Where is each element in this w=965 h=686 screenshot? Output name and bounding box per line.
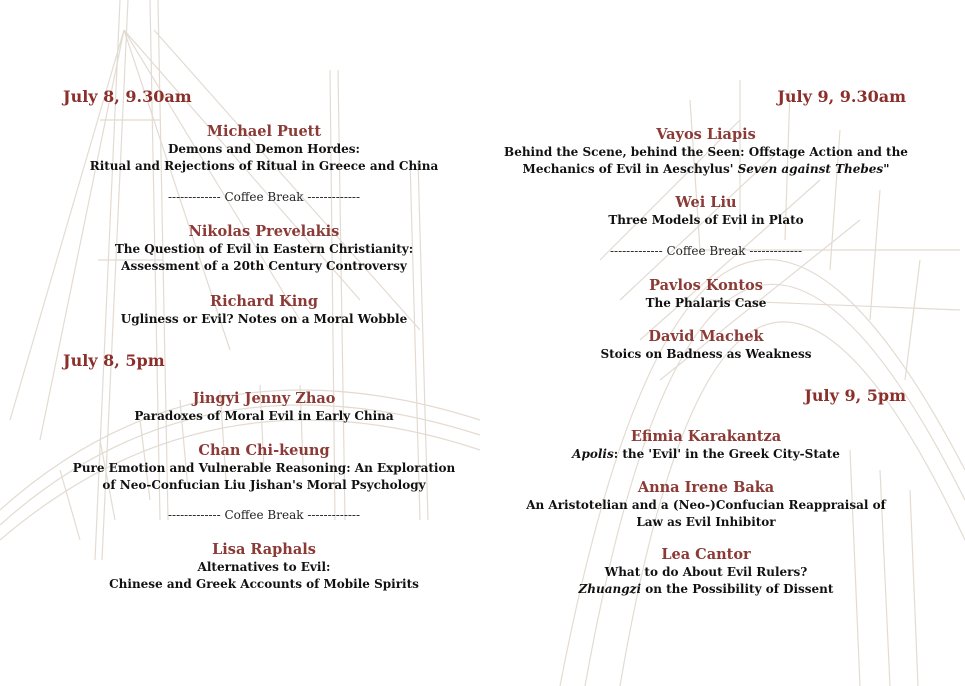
talk-entry bbox=[496, 546, 916, 597]
talk-entry bbox=[496, 428, 916, 463]
talk-title-text: : the 'Evil' in the Greek City-State bbox=[613, 447, 840, 461]
talk-title-line: Demons and Demon Hordes: bbox=[168, 142, 360, 156]
talk-entry bbox=[496, 479, 916, 530]
speaker-name: Wei Liu bbox=[675, 194, 737, 211]
talk-title-line: An Aristotelian and a (Neo-)Confucian Reappraisal of bbox=[526, 498, 886, 512]
speaker-name: Pavlos Kontos bbox=[649, 277, 763, 294]
talk-title-line: Pure Emotion and Vulnerable Reasoning: An Exploration bbox=[72, 461, 456, 475]
talk-entry bbox=[496, 328, 916, 363]
session-date-july8-morning: July 8, 9.30am bbox=[63, 87, 192, 106]
coffee-break: ------------- Coffee Break ------------- bbox=[167, 508, 361, 522]
speaker-name: Richard King bbox=[210, 293, 318, 310]
talk-entry bbox=[54, 442, 474, 493]
talk-title-line: Paradoxes of Moral Evil in Early China bbox=[134, 409, 394, 423]
talk-entry bbox=[496, 277, 916, 312]
speaker-name: David Machek bbox=[648, 328, 764, 345]
talk-title-line: Alternatives to Evil: bbox=[197, 560, 331, 574]
talk-title-line bbox=[496, 446, 916, 463]
session-date-july9-evening: July 9, 5pm bbox=[804, 386, 906, 405]
session-date-july8-evening: July 8, 5pm bbox=[63, 351, 165, 370]
speaker-name: Vayos Liapis bbox=[656, 126, 756, 143]
talk-entry bbox=[54, 390, 474, 425]
talk-title-italic: Apolis bbox=[572, 447, 614, 461]
talk-title-italic: Zhuangzi bbox=[578, 581, 642, 596]
talk-title-line: Assessment of a 20th Century Controversy bbox=[121, 258, 407, 273]
talk-title-line: Chinese and Greek Accounts of Mobile Spirits bbox=[109, 576, 419, 591]
speaker-name: Lisa Raphals bbox=[212, 541, 316, 558]
talk-entry bbox=[54, 293, 474, 328]
talk-entry bbox=[54, 541, 474, 592]
talk-title-line: Stoics on Badness as Weakness bbox=[600, 347, 812, 361]
coffee-break: ------------- Coffee Break ------------- bbox=[609, 244, 803, 258]
talk-title-line: Ugliness or Evil? Notes on a Moral Wobble bbox=[120, 312, 408, 326]
right-column bbox=[496, 0, 916, 686]
talk-title-text: Mechanics of Evil in Aeschylus' bbox=[522, 161, 738, 176]
speaker-name: Nikolas Prevelakis bbox=[188, 223, 340, 240]
talk-title-text: " bbox=[883, 161, 890, 176]
speaker-name: Michael Puett bbox=[206, 123, 322, 140]
talk-title-line: Three Models of Evil in Plato bbox=[608, 213, 804, 227]
session-date-july9-morning: July 9, 9.30am bbox=[777, 87, 906, 106]
talk-title-line: The Question of Evil in Eastern Christianity: bbox=[114, 242, 414, 256]
talk-title-line: Behind the Scene, behind the Seen: Offstage Action and the bbox=[504, 145, 908, 159]
talk-title-line: What to do About Evil Rulers? bbox=[604, 565, 808, 579]
talk-title-line: Ritual and Rejections of Ritual in Greece and China bbox=[89, 158, 439, 173]
talk-title-line: of Neo-Confucian Liu Jishan's Moral Psychology bbox=[102, 477, 426, 492]
talk-title-text: on the Possibility of Dissent bbox=[641, 581, 834, 596]
talk-entry bbox=[496, 126, 916, 177]
speaker-name: Lea Cantor bbox=[661, 546, 751, 563]
talk-title-line bbox=[496, 161, 916, 178]
coffee-break: ------------- Coffee Break ------------- bbox=[167, 190, 361, 204]
speaker-name: Chan Chi-keung bbox=[198, 442, 330, 459]
talk-entry bbox=[54, 123, 474, 174]
talk-entry bbox=[54, 223, 474, 274]
left-column bbox=[54, 0, 474, 686]
speaker-name: Jingyi Jenny Zhao bbox=[192, 390, 336, 407]
talk-entry bbox=[496, 194, 916, 229]
talk-title-line: The Phalaris Case bbox=[645, 296, 767, 310]
talk-title-line: Law as Evil Inhibitor bbox=[636, 514, 776, 529]
talk-title-italic: Seven against Thebes bbox=[737, 161, 884, 176]
speaker-name: Anna Irene Baka bbox=[637, 479, 775, 496]
talk-title-line bbox=[496, 581, 916, 598]
speaker-name: Efimia Karakantza bbox=[630, 428, 782, 445]
